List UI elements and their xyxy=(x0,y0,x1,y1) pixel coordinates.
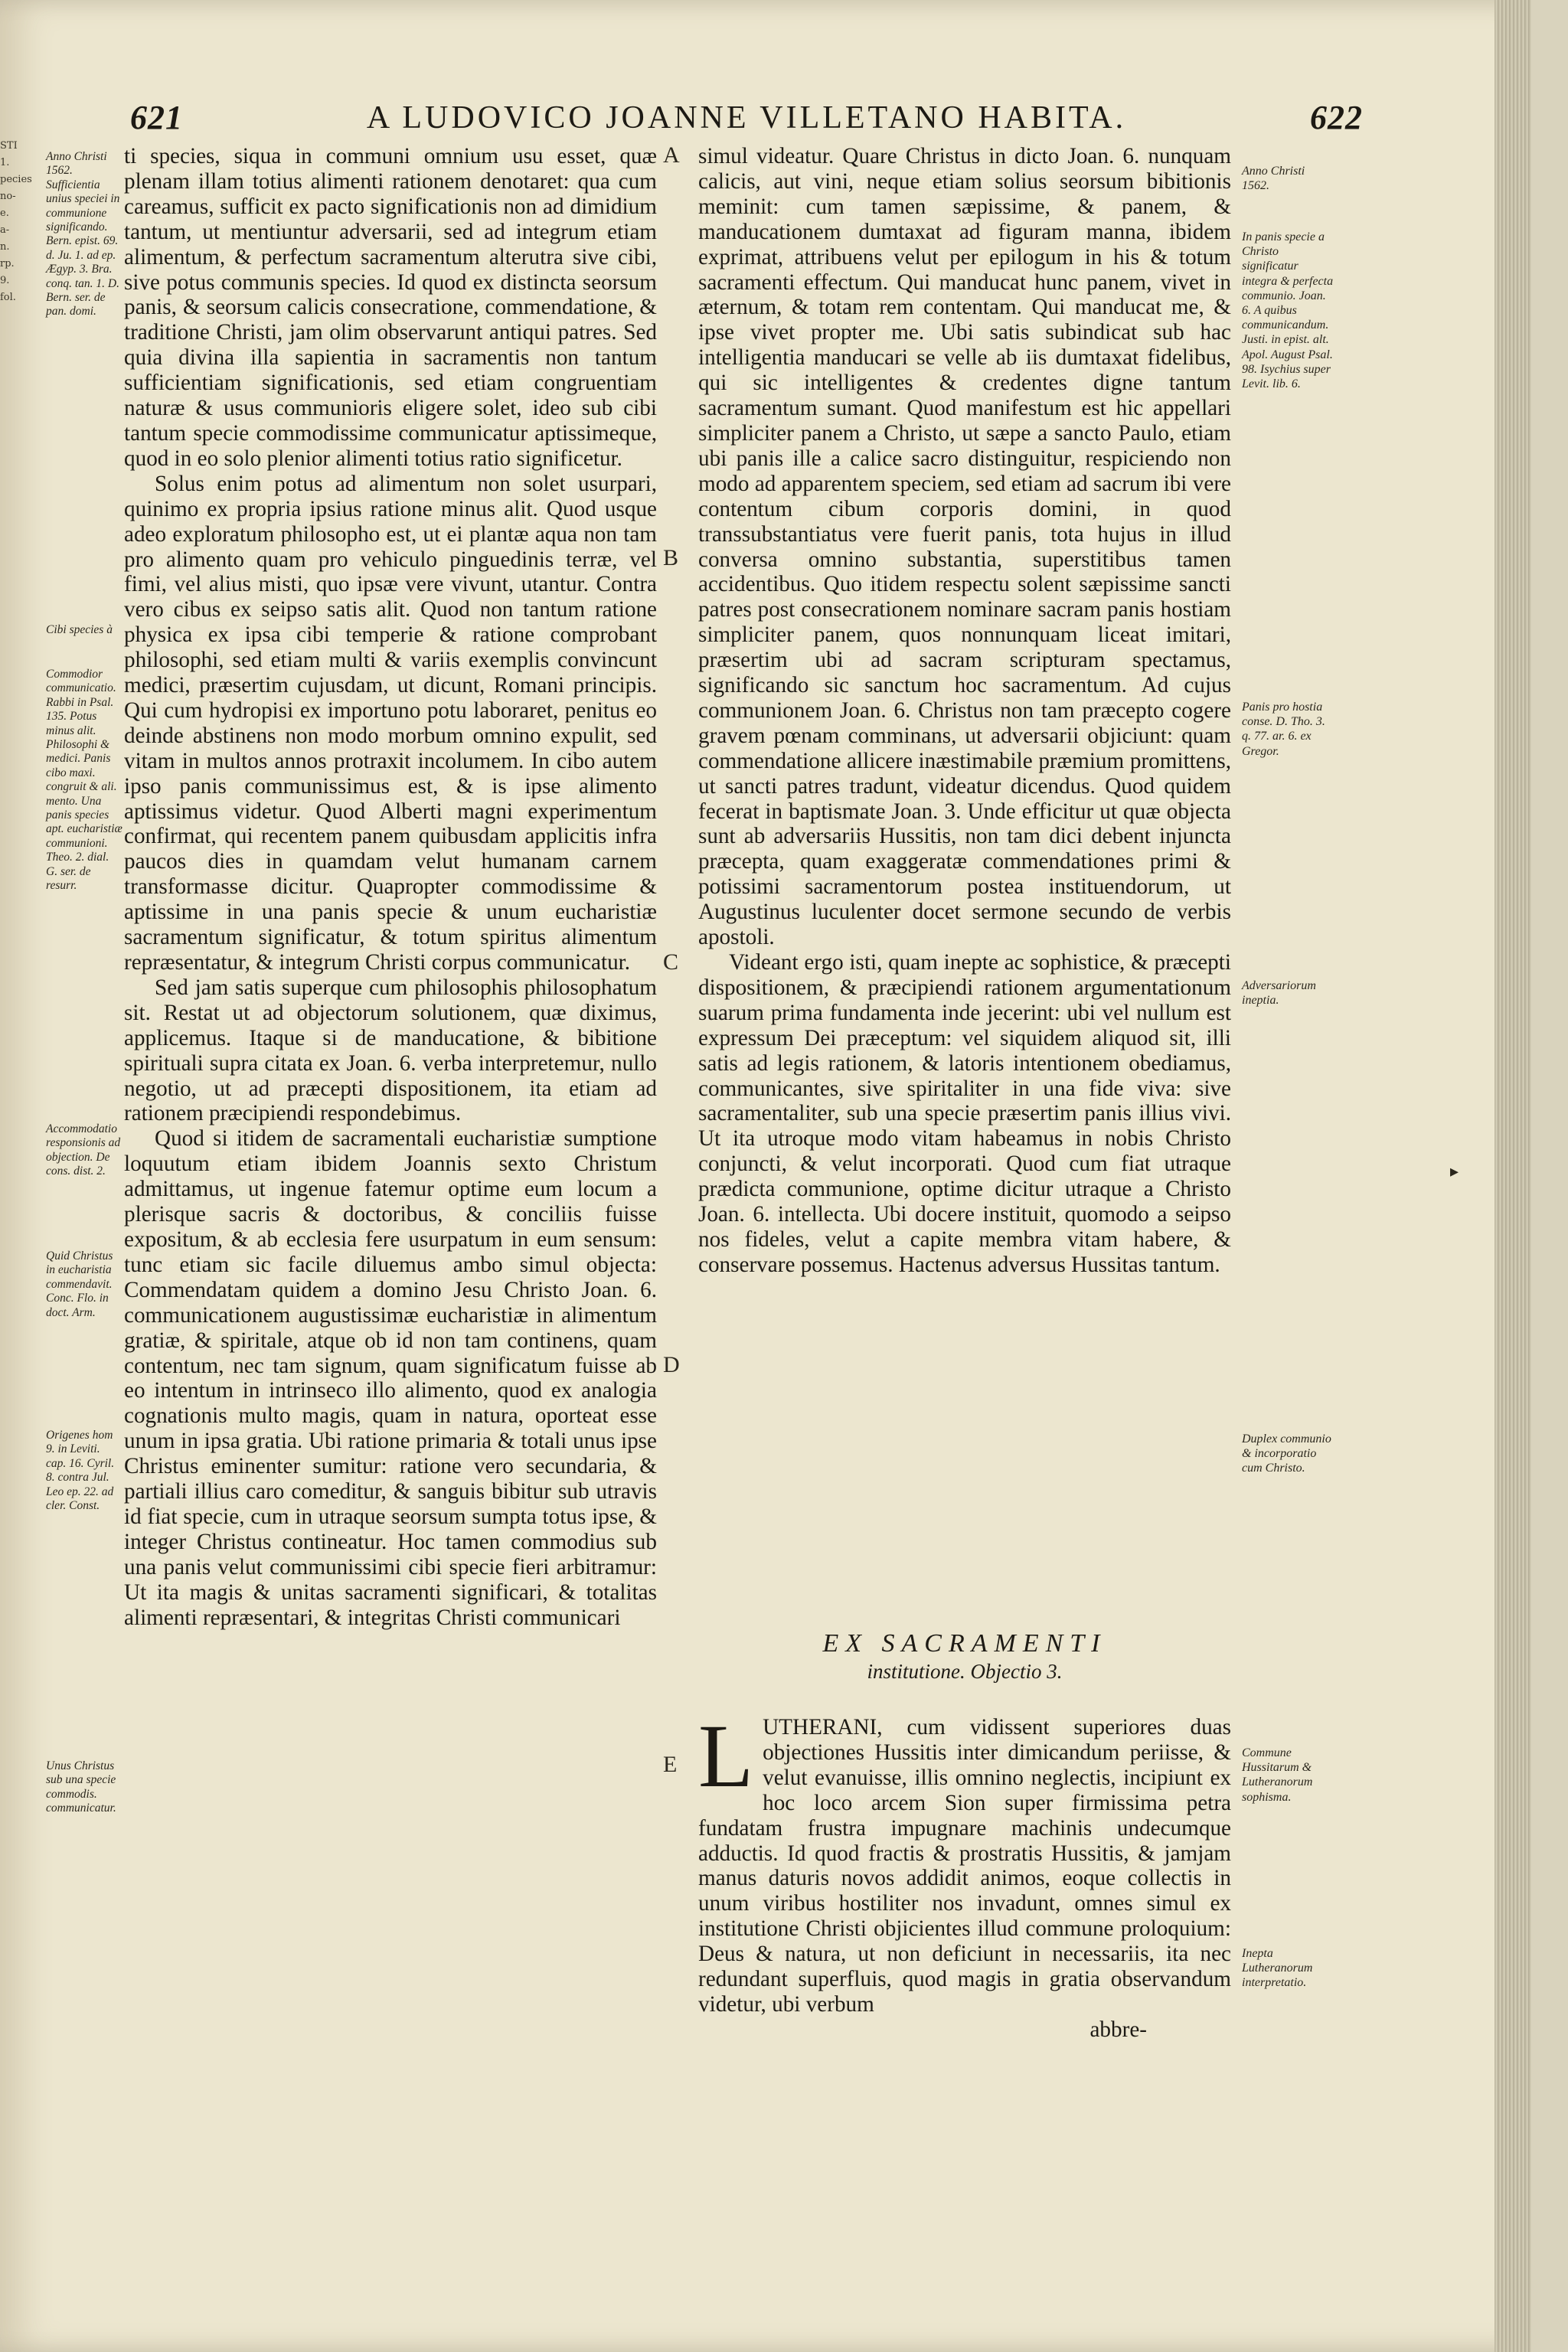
gutter-fragment: fol. xyxy=(0,292,16,303)
margin-note: Commune Hussitarum & Lutheranorum sophisma. xyxy=(1242,1746,1313,1804)
paragraph: Quod si itidem de sacramentali eucharistiæ sumptione loquutum etiam ibidem Joannis sexto Christum admittamus, ut ingenue fatemur optime eum locum a plerisque sacris & doctoribus, & conciliis fuisse expositum, & ab ecclesia fere usurpatum in eum sensum: tunc etiam sic facile diluemus ambo simul objecta: Commendatam quidem a domino Jesu Christo Joan. 6. communicationem augustissimæ eucharistiæ in alimentum gratiæ, & spiritale, atque ob id non tam continens, quam contentum, nec tam signum, quam significatum fuisse ab eo intentum in intrinseco illo alimento, quod ex analogia cognationis multo magis, quam in natura, oporteat esse unum in ipsa gratia. Ubi ratione primaria & totali unus ipse Christus eminenter sumitur: ratione vero secundaria, & partiali illius caro comeditur, & sanguis bibitur sub utravis id fiat specie, cum in utraque seorsum sumpta totus ipse, & integer Christus contineatur. Hoc tamen commodius sub una panis velut communissimi cibi specie fieri arbitramur: Ut ita magis & unitas sacramenti significari, & totalitas alimenti repræsentari, & integritas Christi communicari xyxy=(124,1126,657,1630)
running-title: A LUDOVICO JOANNE VILLETANO HABITA. xyxy=(366,100,1127,136)
page-number-right: 622 xyxy=(1310,99,1363,136)
margin-note: Commodior communicatio. Rabbi in Psal. 135. Potus minus alit. Philosophi & medici. Panis cibo maxi. congruit & ali. mento. Una panis species apt. eucharistiæ communioni. Theo. 2. dial. G. ser. de resurr. xyxy=(46,668,122,893)
margin-note: Origenes hom 9. in Leviti. cap. 16. Cyril. 8. contra Jul. Leo ep. 22. ad cler. Const. xyxy=(46,1429,115,1513)
margin-note: Duplex communio & incorporatio cum Christo. xyxy=(1242,1432,1331,1475)
gutter-fragment: e. xyxy=(0,207,9,219)
paragraph: simul videatur. Quare Christus in dicto Joan. 6. nunquam calicis, aut vini, neque etiam solius seorsum bibitionis meminit: cum tamen sæpissime, & panem, & manducationem dumtaxat ad figuram manna, ibidem exprimat, attribuens velut per epilogum in his & totum sacramenti effectum. Qui manducat hunc panem, vivet in æternum, & totam rem contentam. Qui manducat me, & ipse vivet propter me. Ubi satis subindicat sub hac intelligentia manducari se velle ab iis dumtaxat fidelibus, qui sic intelligentes & credentes digne tantum sacramentum sumant. Quod manifestum est hic appellari simpliciter panem a Christo, ut sæpe a sancto Paulo, etiam ubi panis ille a calice sacro distinguitur, respiciendo non modo ad apparentem speciem, sed etiam ad sacrum ibi vere contentum cibum corporis domini, in quod transsubstantiatus vere fuerit panis, tota hujus in illud conversa omnino substantia, superstitibus tamen accidentibus. Quo itidem respectu solent sæpissime sancti patres post consecrationem nominare sacram panis hostiam simpliciter panem, quos nonnunquam liceat imitari, præsertim ubi ad sacram scripturam spectamus, significando sic sanctum hoc sacramentum. Ad cujus communionem Joan. 6. Christus non tam præcepto cogere gravem pœnam comminans, ut adversarii objiciunt: quam commendatione allicere inæstimabile præmium promittens, ut sancti patres tradunt, videatur dicendus. Quod quidem fecerat in baptismate Joan. 3. Unde efficitur ut quæ objecta sunt ab adversariis Hussitis, non tam dici debent injuncta præcepta, quam exaggeratæ commendationes primi & potissimi sacramentorum postea instituendorum, ut Augustinus luculenter docet sermone secundo de verbis apostoli. xyxy=(698,144,1231,950)
drop-capital: L xyxy=(698,1706,754,1806)
section-letter-a: A xyxy=(663,142,680,168)
pointer-mark-icon: ▸ xyxy=(1450,1162,1459,1181)
page-edge xyxy=(1494,0,1531,2352)
right-text-column-lower xyxy=(698,1706,1231,2043)
gutter-fragment: rp. xyxy=(0,258,15,270)
section-title: EX SACRAMENTI xyxy=(822,1629,1107,1658)
page-number-left: 621 xyxy=(130,99,183,136)
gutter-fragment: STI xyxy=(0,140,18,152)
margin-note: Inepta Lutheranorum interpretatio. xyxy=(1242,1947,1313,1990)
gutter-fragment: 1. xyxy=(0,157,10,168)
gutter-fragment: a- xyxy=(0,224,10,236)
margin-note: Cibi species à xyxy=(46,623,113,636)
section-letter-c: C xyxy=(663,949,679,975)
margin-note: Quid Christus in eucharistia commendavit. Conc. Flo. in doct. Arm. xyxy=(46,1250,113,1319)
page-header xyxy=(122,98,1363,144)
paragraph: Videant ergo isti, quam inepte ac sophistice, & præcepti dispositionem, & præcipiendi rationem argumentationum suarum prima fundamenta inde jecerint: ubi vel nullum est expressum Dei præceptum: vel siquidem aliquod sit, illi satis ad legis rationem, & latoris intentionem obediamus, communicantes, sive spiritaliter in una fide viva: sive sacramentaliter, sub una specie præsertim panis illius vivi. Ut ita utroque modo vitam habeamus in nobis Christo conjuncti, & velut incorporati. Quod cum fiat utraque prædicta communione, optime dicitur utraque a Christo Joan. 6. intellecta. Ubi docere instituit, quomodo a seipso nos fideles, velut a capite membra vitam habere, & conservare possemus. Hactenus adversus Hussitas tantum. xyxy=(698,950,1231,1277)
catchword: abbre- xyxy=(1089,2017,1147,2042)
paragraph: Sed jam satis superque cum philosophis philosophatum sit. Restat ut ad objectorum solutionem, quæ diximus, applicemus. Itaque si de manducatione, & bibitione spirituali supra citata ex Joan. 6. verba interpretemur, nullo negotio, ut ad præcepti dispositionem, ita etiam ad rationem præcipiendi respondebimus. xyxy=(124,975,657,1126)
section-letter-b: B xyxy=(663,545,679,570)
gutter-fragment: pecies xyxy=(0,174,32,185)
section-subtitle: institutione. Objectio 3. xyxy=(867,1660,1063,1683)
gutter-fragment: n. xyxy=(0,241,10,253)
right-text-column xyxy=(698,144,1231,1278)
section-letter-e: E xyxy=(663,1752,678,1777)
margin-note: Accommodatio responsionis ad objection. De cons. dist. 2. xyxy=(46,1122,121,1178)
section-heading xyxy=(698,1629,1231,1684)
margin-note: In panis specie a Christo significatur integra & perfecta communio. Joan. 6. A quibus communicandum. Justi. in epist. alt. Apol. August Psal. 98. Isychius super Levit. lib. 6. xyxy=(1242,230,1334,391)
paragraph: Solus enim potus ad alimentum non solet usurpari, quinimo ex propria ipsius ratione minus alit. Quod usque adeo exploratum philosopho est, ut ei plantæ aqua non tam pro alimento quam pro vehiculo pinguedinis terræ, vel fimi, vel alius misti, quo ipsæ vere vivunt, utantur. Contra vero cibus ex seipso satis alit. Quod non tantum ratione physica ex ipsa cibi temperie & ratione comprobant philosophi, sed etiam multi & variis exemplis convincunt medici, præsertim cujusdam, ut dicunt, Romani principis. Qui cum hydropisi ex importuno potu laboraret, penitus eo deinde abstinens non modo morbum omnino expulit, sed vitam in multos annos protraxit incolumem. In cibo autem ipso panis communissimus est, & is ipse alimento aptissimus videtur. Quod Alberti magni experimentum confirmat, qui recentem panem quibusdam applicitis infra paucos dies in quamdam velut humanam carnem transformasse dicitur. Quapropter commodissime & aptissime in una panis specie & unum eucharistiæ sacramentum significatur, & totum spiritus alimentum repræsentatur, & integrum Christi corpus communicatur. xyxy=(124,471,657,975)
gutter-fragment: no- xyxy=(0,191,16,202)
gutter-fragment: 9. xyxy=(0,275,10,286)
margin-note: Anno Christi 1562. Sufficientia unius speciei in communione significando. Bern. epist. 69. d. Ju. 1. ad ep. Ægyp. 3. Bra. conq. tan. 1. D. Bern. ser. de pan. domi. xyxy=(46,150,120,318)
paragraph: ti species, siqua in communi omnium usu esset, quæ plenam illam totius alimenti rationem denotaret: qua cum careamus, sufficit ex pacto significationis non ad dimidium tantum, ut mentiuntur adversarii, sed ad integrum etiam alimentum, & perfectum sacramentum alterutra sive cibi, sive potus communis species. Id quod ex distincta seorsum panis, & seorsum calicis consecratione, commendatione, & traditione Christi, jam olim observarunt antiqui patres. Sed quia divina illa sapientia in sacramentis non tantum sufficientiam significationis, sed etiam congruentiam naturæ & usus communioris eligere solet, ideo sub cibi tantum specie commodissime communicatur aptissimeque, quod in eo solo plenior alimenti totius ratio significetur. xyxy=(124,144,657,471)
gutter-text-fragments xyxy=(0,138,32,413)
paragraph: UTHERANI, cum vidissent superiores duas objectiones Hussitis inter dimicandum periisse, & velut evanuisse, illis omnino neglectis, incipiunt ex hoc loco arcem Sion super firmissima petra fundatam frustra impugnare machinis undecumque adductis. Id quod fractis & prostratis Hussitis, & jamjam manus daturis novos addidit animos, eoque collectis in unum viribus hostiliter nos invadunt, omnes simul ex institutione Christi objicientes illud commune proloquium: Deus & natura, ut non deficiunt in necessariis, ita nec redundant superfluis, quod magis in gratia observandum videtur, ubi verbum xyxy=(698,1715,1231,2017)
margin-note: Anno Christi 1562. xyxy=(1242,165,1305,193)
margin-note: Panis pro hostia conse. D. Tho. 3. q. 77. ar. 6. ex Gregor. xyxy=(1242,701,1325,758)
left-text-column xyxy=(124,144,657,1630)
margin-note: Unus Christus sub una specie commodis. communicatur. xyxy=(46,1759,116,1815)
margin-note: Adversariorum ineptia. xyxy=(1242,979,1316,1008)
section-letter-d: D xyxy=(663,1352,680,1377)
